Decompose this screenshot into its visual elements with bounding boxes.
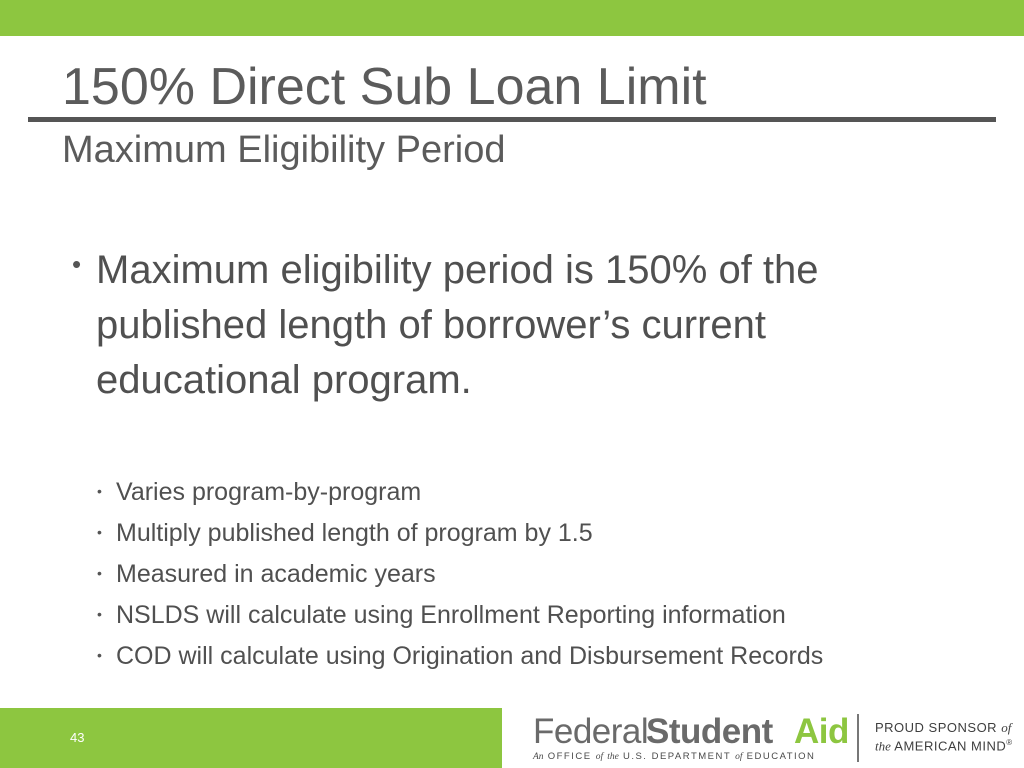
logo-word-student: Student bbox=[646, 712, 773, 751]
bullet-dot-icon: • bbox=[97, 483, 102, 499]
sub-bullet-item bbox=[97, 515, 977, 556]
main-bullet-text: Maximum eligibility period is 150% of the published length of borrower’s current educational program. bbox=[96, 248, 819, 402]
bullet-dot-icon: • bbox=[97, 565, 102, 581]
sub-bullet-item bbox=[97, 474, 977, 515]
top-accent-bar bbox=[0, 0, 1024, 36]
sub-bullet-item bbox=[97, 597, 977, 638]
logo-office-line: An OFFICE of the U.S. DEPARTMENT of EDUCATION bbox=[533, 751, 816, 762]
sub-bullet-text: COD will calculate using Origination and Disbursement Records bbox=[116, 642, 824, 670]
sponsor-line-2: the AMERICAN MIND® bbox=[875, 738, 1013, 754]
sub-bullet-list bbox=[97, 474, 977, 679]
logo-word-aid: Aid bbox=[794, 712, 849, 751]
bullet-dot-icon: • bbox=[97, 524, 102, 540]
federal-student-aid-logo bbox=[502, 708, 1024, 768]
title-underline bbox=[28, 117, 996, 122]
sponsor-line-1: PROUD SPONSOR of bbox=[875, 720, 1012, 735]
sub-bullet-item bbox=[97, 638, 977, 679]
logo-divider bbox=[857, 714, 859, 762]
bullet-dot-icon: • bbox=[97, 606, 102, 622]
page-number: 43 bbox=[70, 730, 85, 745]
logo-word-federal: Federal bbox=[533, 712, 649, 751]
sub-bullet-text: Varies program-by-program bbox=[116, 478, 422, 506]
sub-bullet-text: NSLDS will calculate using Enrollment Reporting information bbox=[116, 601, 786, 629]
bullet-dot-icon: • bbox=[97, 647, 102, 663]
sub-bullet-text: Multiply published length of program by 1.5 bbox=[116, 519, 593, 547]
slide-title: 150% Direct Sub Loan Limit bbox=[62, 58, 707, 116]
sub-bullet-text: Measured in academic years bbox=[116, 560, 436, 588]
bullet-dot-icon: • bbox=[72, 249, 82, 279]
sub-bullet-item bbox=[97, 556, 977, 597]
slide-subtitle: Maximum Eligibility Period bbox=[62, 129, 506, 171]
